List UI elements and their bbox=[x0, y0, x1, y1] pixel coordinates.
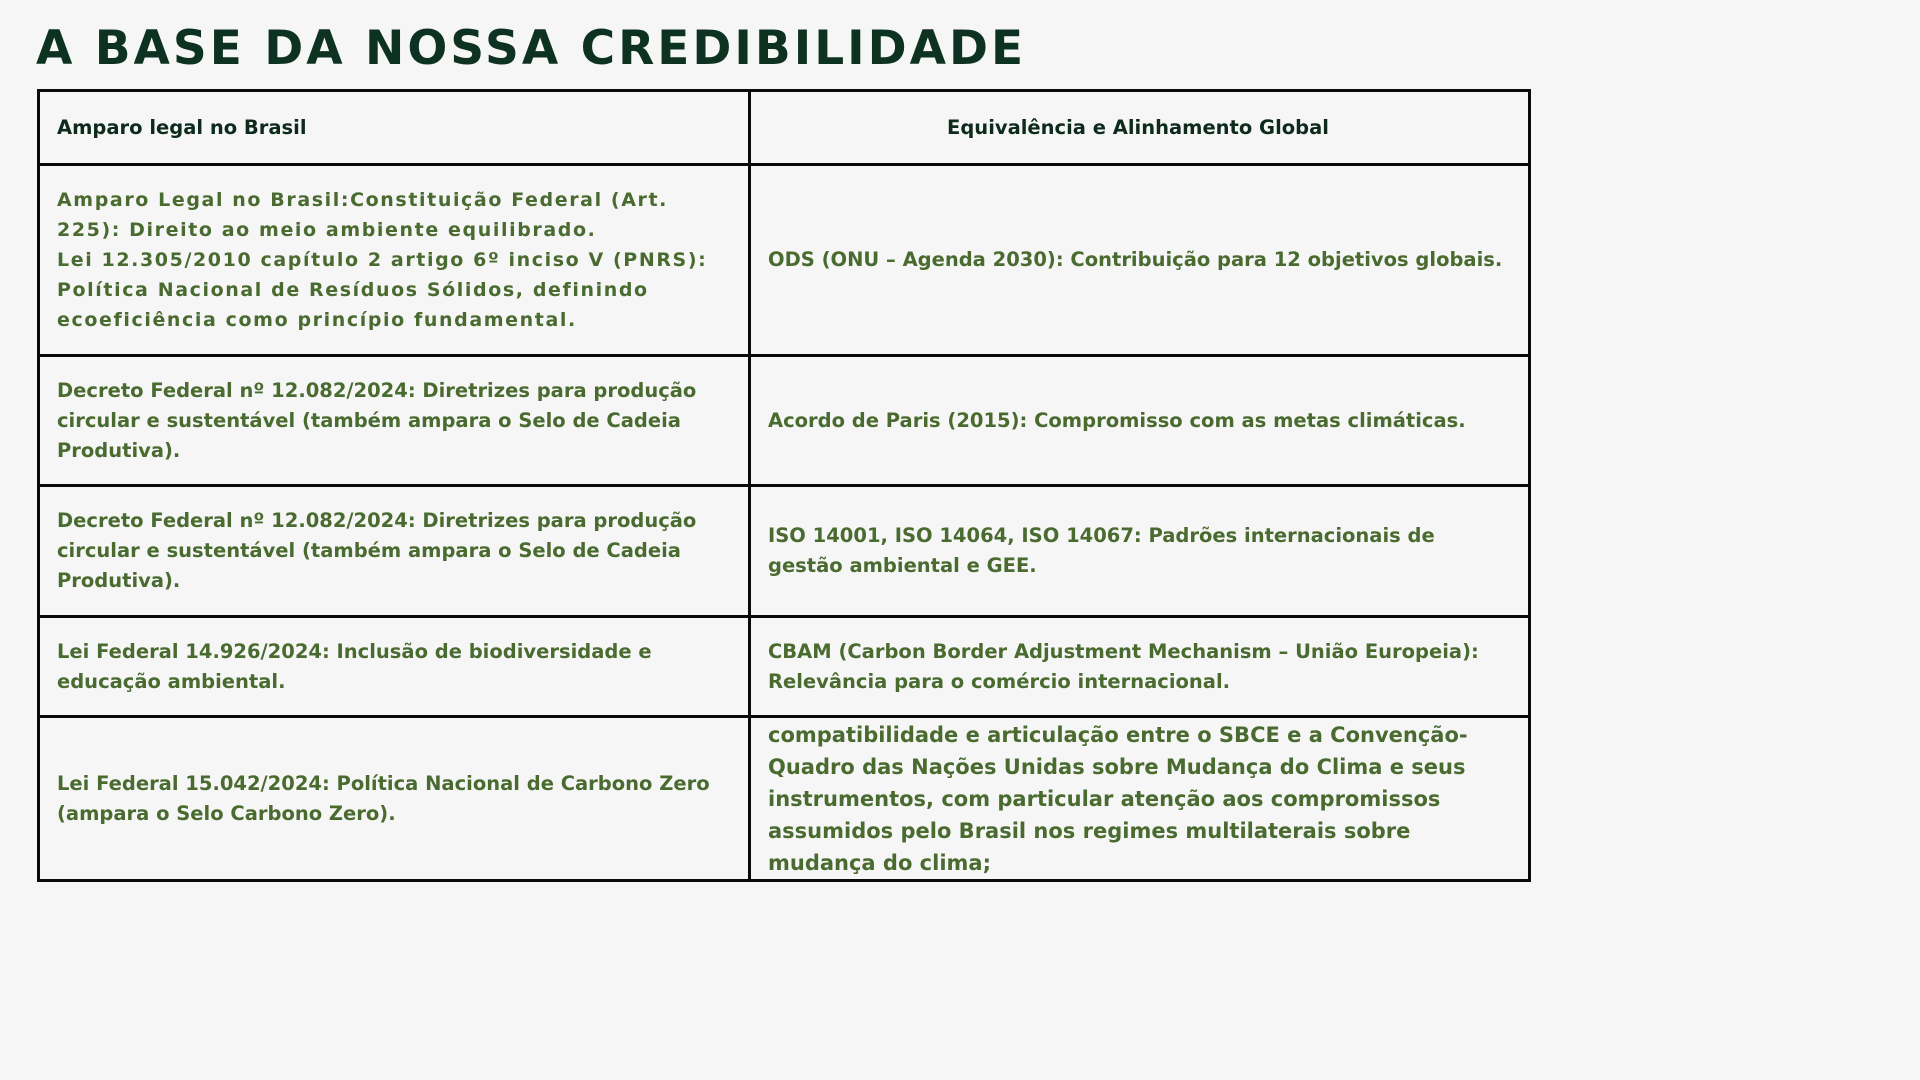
credibility-table bbox=[37, 89, 1531, 882]
page-title: A BASE DA NOSSA CREDIBILIDADE bbox=[36, 21, 1027, 76]
table-cell-global-alignment bbox=[751, 618, 1528, 718]
cell-text: Decreto Federal nº 12.082/2024: Diretrizes para produção circular e sustentável (também ampara o Selo de Cadeia Produtiva). bbox=[57, 509, 697, 592]
cell-text: ODS (ONU – Agenda 2030): Contribuição para 12 objetivos globais. bbox=[768, 248, 1503, 271]
table-cell-brazil-law bbox=[40, 618, 751, 718]
table-cell-global-alignment bbox=[751, 357, 1528, 487]
cell-text: Decreto Federal nº 12.082/2024: Diretrizes para produção circular e sustentável (também ampara o Selo de Cadeia Produtiva). bbox=[57, 378, 697, 462]
table-cell-brazil-law bbox=[40, 718, 751, 879]
table-header-right bbox=[751, 92, 1528, 166]
table-cell-brazil-law bbox=[40, 166, 751, 357]
header-label: Amparo legal no Brasil bbox=[57, 115, 307, 139]
table-cell-brazil-law bbox=[40, 357, 751, 487]
table-cell-global-alignment bbox=[751, 718, 1528, 879]
header-label: Equivalência e Alinhamento Global bbox=[947, 115, 1329, 139]
cell-text: ISO 14001, ISO 14064, ISO 14067: Padrões internacionais de gestão ambiental e GEE. bbox=[768, 524, 1435, 577]
table-header-left bbox=[40, 92, 751, 166]
cell-text: Lei Federal 14.926/2024: Inclusão de biodiversidade e educação ambiental. bbox=[57, 639, 652, 693]
cell-text: Amparo Legal no Brasil:Constituição Federal (Art. 225): Direito ao meio ambiente equilibrado. Lei 12.305/2010 capítulo 2 artigo 6º inciso V (PNRS): Política Nacional de Resíduos Sólidos, definindo ecoeficiência como princípio fundamental. bbox=[57, 189, 708, 331]
table-cell-brazil-law bbox=[40, 487, 751, 618]
cell-text: compatibilidade e articulação entre o SBCE e a Convenção-Quadro das Nações Unidas sobre Mudança do Clima e seus instrumentos, com particular atenção aos compromissos assumidos pelo Brasil nos regimes multilaterais sobre mudança do clima; bbox=[768, 722, 1468, 875]
table-cell-global-alignment bbox=[751, 487, 1528, 618]
cell-text: Acordo de Paris (2015): Compromisso com as metas climáticas. bbox=[768, 408, 1466, 432]
cell-text: Lei Federal 15.042/2024: Política Nacional de Carbono Zero (ampara o Selo Carbono Zero). bbox=[57, 771, 710, 825]
table-cell-global-alignment bbox=[751, 166, 1528, 357]
cell-text: CBAM (Carbon Border Adjustment Mechanism – União Europeia): Relevância para o comércio internacional. bbox=[768, 639, 1479, 693]
